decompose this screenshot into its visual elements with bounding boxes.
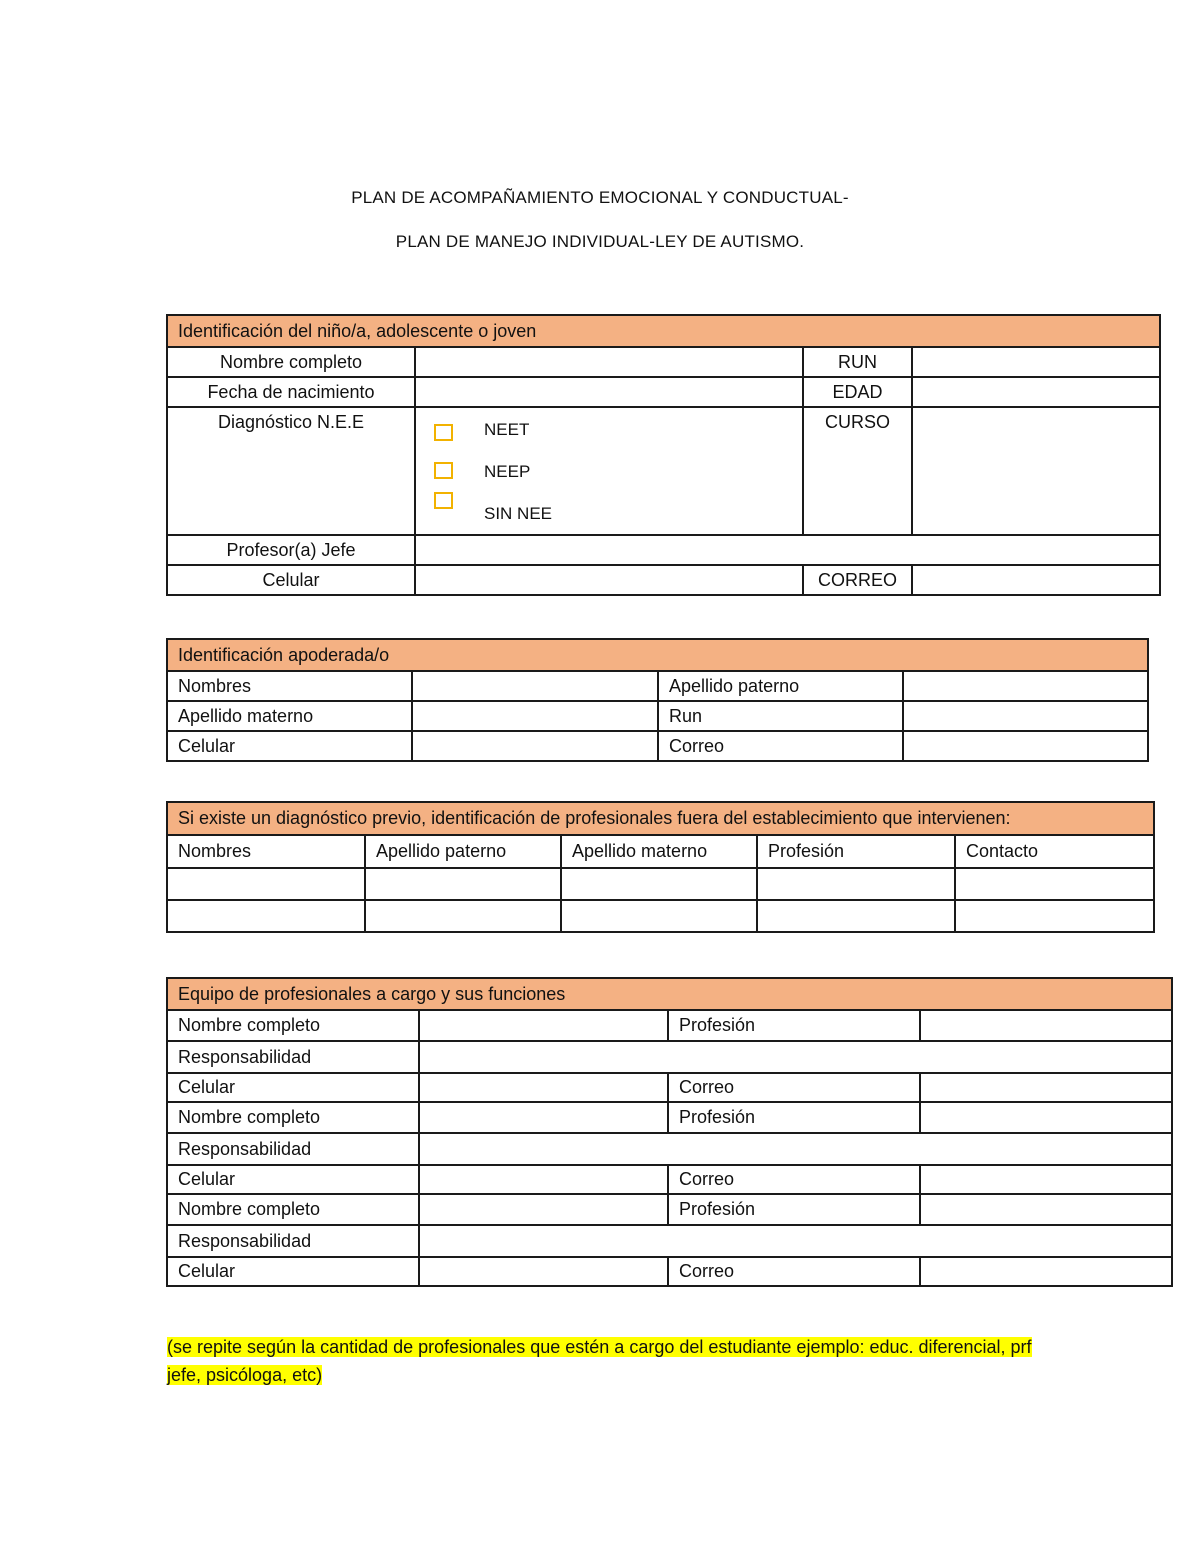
external-professionals-table: [166, 801, 1155, 933]
repeat-note: [167, 1333, 1047, 1389]
column-apellido-materno: Apellido materno: [561, 835, 757, 868]
label-responsabilidad: Responsabilidad: [167, 1225, 419, 1257]
option-neet-label: NEET: [484, 420, 530, 439]
label-nombre-completo-prof: Nombre completo: [167, 1010, 419, 1041]
field-correo[interactable]: [912, 565, 1160, 595]
label-profesor-jefe: Profesor(a) Jefe: [167, 535, 415, 565]
section3-header: Si existe un diagnóstico previo, identificación de profesionales fuera del establecimiento que intervienen:: [167, 802, 1154, 835]
checkbox-neet[interactable]: [434, 424, 453, 441]
label-curso: CURSO: [803, 407, 912, 535]
label-nombre-completo-prof: Nombre completo: [167, 1102, 419, 1133]
label-celular-prof: Celular: [167, 1257, 419, 1286]
field-apellido-materno[interactable]: [412, 701, 658, 731]
label-correo-prof: Correo: [668, 1073, 920, 1102]
table-cell[interactable]: [167, 868, 365, 900]
label-celular-prof: Celular: [167, 1073, 419, 1102]
label-apellido-materno: Apellido materno: [167, 701, 412, 731]
field-celular-prof[interactable]: [419, 1257, 668, 1286]
label-apellido-paterno: Apellido paterno: [658, 671, 903, 701]
column-profesion: Profesión: [757, 835, 955, 868]
label-diagnostico: Diagnóstico N.E.E: [167, 407, 415, 535]
diagnostico-options: [415, 407, 803, 535]
field-responsabilidad[interactable]: [419, 1133, 1172, 1165]
field-profesion[interactable]: [920, 1102, 1172, 1133]
option-neet[interactable]: [434, 424, 453, 441]
section4-header: Equipo de profesionales a cargo y sus funciones: [167, 978, 1172, 1010]
repeat-note-text: (se repite según la cantidad de profesionales que estén a cargo del estudiante ejemplo: educ. diferencial, prf jefe, psicóloga, etc): [167, 1337, 1032, 1385]
field-celular-prof[interactable]: [419, 1165, 668, 1194]
table-cell[interactable]: [757, 868, 955, 900]
label-correo-apoderado: Correo: [658, 731, 903, 761]
table-cell[interactable]: [561, 868, 757, 900]
option-neep-label: NEEP: [484, 462, 531, 481]
field-correo-prof[interactable]: [920, 1257, 1172, 1286]
field-nombre-completo-prof[interactable]: [419, 1194, 668, 1225]
table-cell[interactable]: [757, 900, 955, 932]
table-cell[interactable]: [167, 900, 365, 932]
border-gap: [470, 407, 584, 409]
option-neep[interactable]: [434, 462, 453, 479]
column-apellido-paterno: Apellido paterno: [365, 835, 561, 868]
option-sin-nee[interactable]: [434, 492, 453, 509]
field-profesor-jefe[interactable]: [415, 535, 1160, 565]
field-celular-prof[interactable]: [419, 1073, 668, 1102]
field-nombres[interactable]: [412, 671, 658, 701]
table-cell[interactable]: [561, 900, 757, 932]
field-correo-prof[interactable]: [920, 1165, 1172, 1194]
field-nombre-completo[interactable]: [415, 347, 803, 377]
label-profesion: Profesión: [668, 1102, 920, 1133]
label-correo-prof: Correo: [668, 1165, 920, 1194]
field-responsabilidad[interactable]: [419, 1225, 1172, 1257]
column-nombres: Nombres: [167, 835, 365, 868]
label-run: RUN: [803, 347, 912, 377]
label-run-apoderado: Run: [658, 701, 903, 731]
field-celular[interactable]: [415, 565, 803, 595]
field-edad[interactable]: [912, 377, 1160, 407]
field-fecha-nacimiento[interactable]: [415, 377, 803, 407]
label-nombres: Nombres: [167, 671, 412, 701]
checkbox-sin-nee[interactable]: [434, 492, 453, 509]
label-nombre-completo: Nombre completo: [167, 347, 415, 377]
label-profesion: Profesión: [668, 1010, 920, 1041]
label-correo-prof: Correo: [668, 1257, 920, 1286]
column-contacto: Contacto: [955, 835, 1154, 868]
field-profesion[interactable]: [920, 1194, 1172, 1225]
field-nombre-completo-prof[interactable]: [419, 1102, 668, 1133]
field-run-apoderado[interactable]: [903, 701, 1148, 731]
label-responsabilidad: Responsabilidad: [167, 1041, 419, 1073]
field-correo-apoderado[interactable]: [903, 731, 1148, 761]
label-edad: EDAD: [803, 377, 912, 407]
label-fecha-nacimiento: Fecha de nacimiento: [167, 377, 415, 407]
field-curso[interactable]: [912, 407, 1160, 535]
checkbox-neep[interactable]: [434, 462, 453, 479]
field-profesion[interactable]: [920, 1010, 1172, 1041]
label-responsabilidad: Responsabilidad: [167, 1133, 419, 1165]
table-cell[interactable]: [955, 868, 1154, 900]
student-identification-table: [166, 314, 1161, 596]
guardian-identification-table: [166, 638, 1149, 762]
section2-header: Identificación apoderada/o: [167, 639, 1148, 671]
table-cell[interactable]: [365, 900, 561, 932]
field-apellido-paterno[interactable]: [903, 671, 1148, 701]
field-correo-prof[interactable]: [920, 1073, 1172, 1102]
label-profesion: Profesión: [668, 1194, 920, 1225]
document-title-line2: PLAN DE MANEJO INDIVIDUAL-LEY DE AUTISMO.: [395, 232, 805, 251]
label-nombre-completo-prof: Nombre completo: [167, 1194, 419, 1225]
field-celular-apoderado[interactable]: [412, 731, 658, 761]
label-celular-apoderado: Celular: [167, 731, 412, 761]
table-cell[interactable]: [365, 868, 561, 900]
label-celular-prof: Celular: [167, 1165, 419, 1194]
option-sin-nee-label: SIN NEE: [484, 504, 553, 523]
field-nombre-completo-prof[interactable]: [419, 1010, 668, 1041]
table-cell[interactable]: [955, 900, 1154, 932]
label-celular: Celular: [167, 565, 415, 595]
professional-team-table: [166, 977, 1173, 1287]
document-title-line1: PLAN DE ACOMPAÑAMIENTO EMOCIONAL Y CONDUCTUAL-: [351, 188, 849, 207]
field-run[interactable]: [912, 347, 1160, 377]
section1-header: Identificación del niño/a, adolescente o joven: [167, 315, 1160, 347]
field-responsabilidad[interactable]: [419, 1041, 1172, 1073]
label-correo: CORREO: [803, 565, 912, 595]
